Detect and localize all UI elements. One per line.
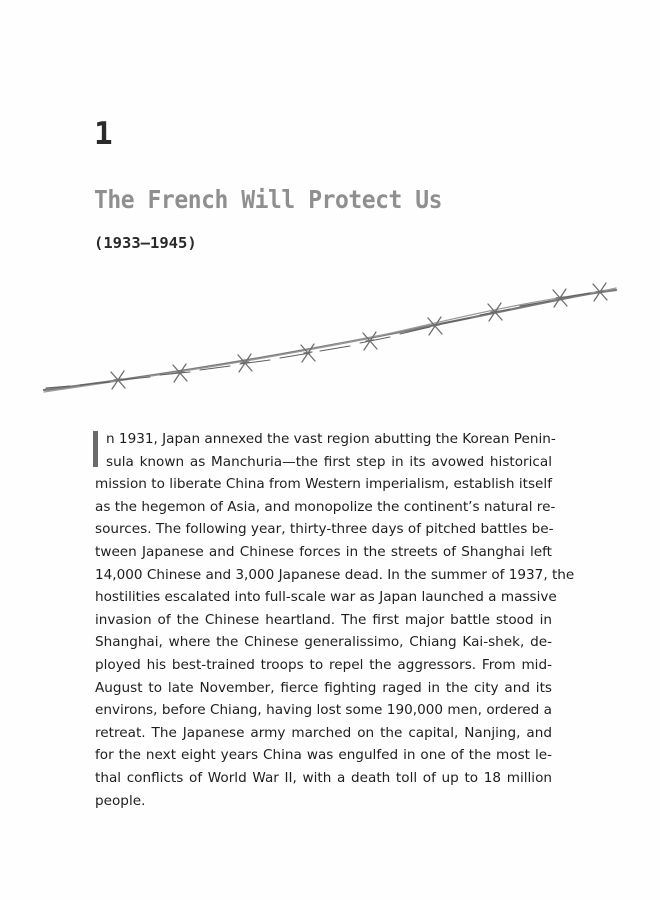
body-line: people. [95, 792, 146, 809]
body-line: hostilities escalated into full-scale war as Japan launched a massive [95, 589, 557, 606]
body-line: tween Japanese and Chinese forces in the streets of Shanghai left [95, 543, 552, 560]
body-line: ployed his best-trained troops to repel the aggressors. From mid- [95, 656, 552, 673]
body-line: sources. The following year, thirty-three days of pitched battles be- [95, 521, 554, 538]
body-line: Shanghai, where the Chinese generalissimo, Chiang Kai-shek, de- [95, 634, 552, 651]
body-line: sula known as Manchuria—the first step in its avowed historical [106, 453, 552, 470]
body-line: invasion of the Chinese heartland. The first major battle stood in [95, 611, 552, 628]
body-line: mission to liberate China from Western imperialism, establish itself [95, 476, 552, 493]
body-paragraph [95, 428, 575, 812]
chapter-title: The French Will Protect Us [94, 185, 443, 214]
wire-barb [301, 344, 315, 362]
chapter-dates: (1933–1945) [94, 234, 197, 252]
body-line: n 1931, Japan annexed the vast region abutting the Korean Penin- [106, 431, 556, 447]
chapter-number: 1 [94, 116, 113, 152]
body-line: thal conflicts of World War II, with a death toll of up to 18 million [95, 769, 552, 786]
body-line: for the next eight years China was engulfed in one of the most le- [95, 747, 552, 764]
body-line: as the hegemon of Asia, and monopolize the continent’s natural re- [95, 498, 556, 515]
body-line: 14,000 Chinese and 3,000 Japanese dead. In the summer of 1937, the [95, 566, 575, 583]
body-line: August to late November, fierce fighting raged in the city and its [95, 679, 552, 696]
body-line: retreat. The Japanese army marched on the capital, Nanjing, and [95, 724, 552, 741]
wire-barb [363, 332, 377, 350]
barbed-wire-icon [40, 276, 620, 406]
body-line: environs, before Chiang, having lost some 190,000 men, ordered a [95, 702, 552, 719]
